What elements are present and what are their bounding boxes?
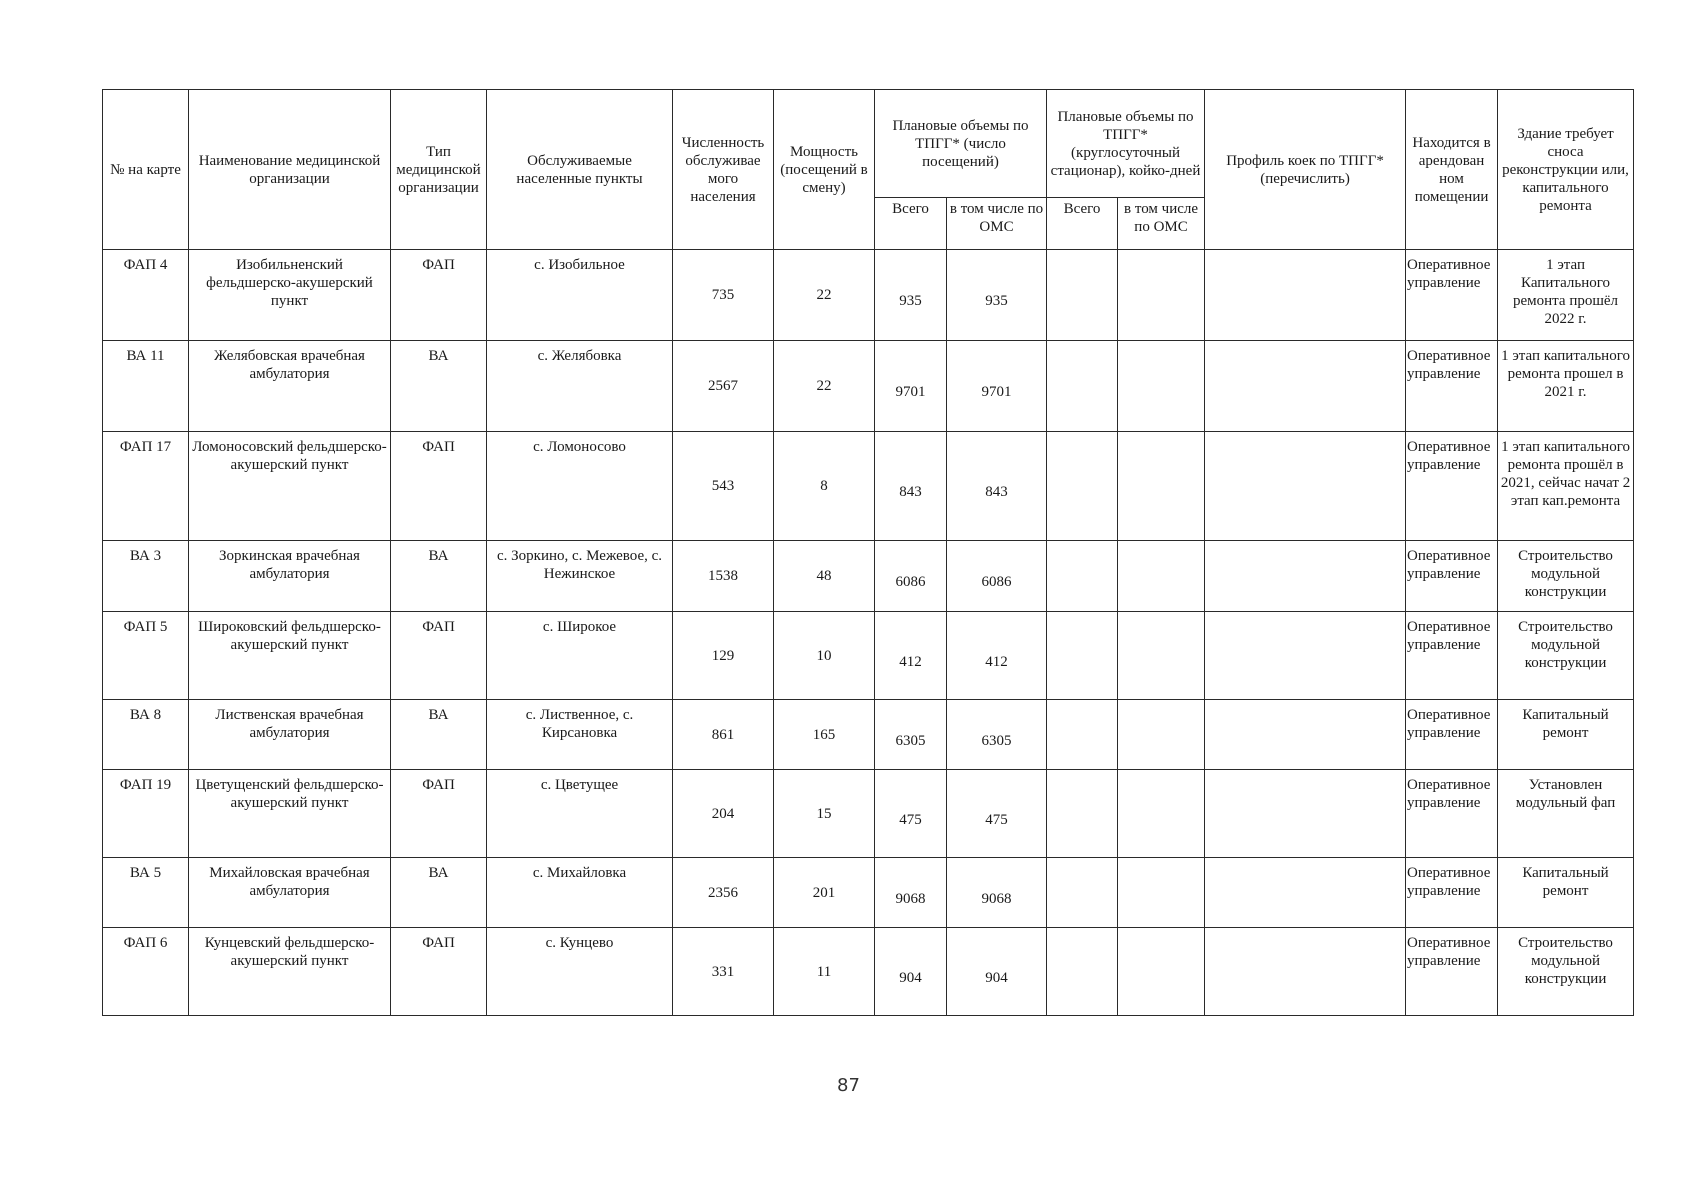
table-row <box>103 432 1634 541</box>
cell-type: ВА <box>391 341 487 432</box>
cell-type: ФАП <box>391 928 487 1016</box>
cell-building: 1 этап капитального ремонта прошел в 2021 г. <box>1498 341 1634 432</box>
cell-beds-total <box>1047 432 1118 541</box>
cell-rented: Оперативное управление <box>1406 341 1498 432</box>
cell-settlements: с. Лиственное, с. Кирсановка <box>487 700 673 770</box>
cell-beds-oms <box>1118 700 1205 770</box>
cell-visits-total: 935 <box>875 250 947 341</box>
cell-population: 129 <box>673 612 774 700</box>
header-bed-profile: Профиль коек по ТПГГ* (перечислить) <box>1205 90 1406 250</box>
cell-rented: Оперативное управление <box>1406 700 1498 770</box>
cell-type: ФАП <box>391 432 487 541</box>
cell-beds-total <box>1047 250 1118 341</box>
cell-capacity: 165 <box>774 700 875 770</box>
cell-beds-total <box>1047 541 1118 612</box>
cell-population: 2567 <box>673 341 774 432</box>
cell-rented: Оперативное управление <box>1406 770 1498 858</box>
cell-bed-profile <box>1205 858 1406 928</box>
facilities-table <box>102 89 1634 1016</box>
cell-building: Капитальный ремонт <box>1498 858 1634 928</box>
cell-visits-oms: 9701 <box>947 341 1047 432</box>
cell-visits-total: 475 <box>875 770 947 858</box>
cell-name: Желябовская врачебная амбулатория <box>189 341 391 432</box>
cell-type: ФАП <box>391 770 487 858</box>
cell-rented: Оперативное управление <box>1406 250 1498 341</box>
cell-capacity: 48 <box>774 541 875 612</box>
cell-bed-profile <box>1205 432 1406 541</box>
cell-number: ВА 5 <box>103 858 189 928</box>
table-body <box>103 250 1634 1016</box>
cell-beds-oms <box>1118 541 1205 612</box>
subheader-beds-oms: в том числе по ОМС <box>1118 198 1205 250</box>
cell-number: ФАП 4 <box>103 250 189 341</box>
header-capacity: Мощность (посещений в смену) <box>774 90 875 250</box>
table-row <box>103 341 1634 432</box>
cell-bed-profile <box>1205 250 1406 341</box>
cell-number: ФАП 5 <box>103 612 189 700</box>
cell-name: Изобильненский фельдшерско-акушерский пункт <box>189 250 391 341</box>
cell-capacity: 8 <box>774 432 875 541</box>
cell-beds-oms <box>1118 432 1205 541</box>
cell-capacity: 22 <box>774 250 875 341</box>
subheader-visits-total: Всего <box>875 198 947 250</box>
cell-beds-total <box>1047 770 1118 858</box>
cell-settlements: с. Кунцево <box>487 928 673 1016</box>
cell-building: Строительство модульной конструкции <box>1498 928 1634 1016</box>
cell-population: 1538 <box>673 541 774 612</box>
cell-building: Установлен модульный фап <box>1498 770 1634 858</box>
cell-building: 1 этап Капитального ремонта прошёл 2022 г. <box>1498 250 1634 341</box>
cell-visits-total: 412 <box>875 612 947 700</box>
cell-capacity: 22 <box>774 341 875 432</box>
cell-number: ВА 11 <box>103 341 189 432</box>
cell-building: Капитальный ремонт <box>1498 700 1634 770</box>
header-type: Тип медицинской организации <box>391 90 487 250</box>
cell-bed-profile <box>1205 612 1406 700</box>
subheader-beds-total: Всего <box>1047 198 1118 250</box>
cell-rented: Оперативное управление <box>1406 432 1498 541</box>
cell-bed-profile <box>1205 341 1406 432</box>
header-building: Здание требует сноса реконструкции или, капитального ремонта <box>1498 90 1634 250</box>
cell-visits-oms: 412 <box>947 612 1047 700</box>
header-rented: Находится в арендован ном помещении <box>1406 90 1498 250</box>
cell-capacity: 15 <box>774 770 875 858</box>
cell-visits-oms: 843 <box>947 432 1047 541</box>
cell-type: ВА <box>391 700 487 770</box>
cell-beds-oms <box>1118 928 1205 1016</box>
cell-beds-oms <box>1118 341 1205 432</box>
cell-name: Лиственская врачебная амбулатория <box>189 700 391 770</box>
cell-capacity: 10 <box>774 612 875 700</box>
cell-settlements: с. Желябовка <box>487 341 673 432</box>
cell-number: ФАП 6 <box>103 928 189 1016</box>
page-number: 87 <box>837 1075 860 1096</box>
cell-name: Михайловская врачебная амбулатория <box>189 858 391 928</box>
cell-building: 1 этап капитального ремонта прошёл в 2021, сейчас начат 2 этап кап.ремонта <box>1498 432 1634 541</box>
cell-name: Кунцевский фельдшерско-акушерский пункт <box>189 928 391 1016</box>
cell-name: Ломоносовский фельдшерско-акушерский пункт <box>189 432 391 541</box>
cell-visits-total: 904 <box>875 928 947 1016</box>
cell-type: ВА <box>391 858 487 928</box>
cell-population: 543 <box>673 432 774 541</box>
cell-number: ВА 8 <box>103 700 189 770</box>
cell-rented: Оперативное управление <box>1406 612 1498 700</box>
cell-beds-oms <box>1118 250 1205 341</box>
cell-visits-oms: 935 <box>947 250 1047 341</box>
cell-visits-total: 6305 <box>875 700 947 770</box>
cell-population: 861 <box>673 700 774 770</box>
table-row <box>103 700 1634 770</box>
cell-rented: Оперативное управление <box>1406 541 1498 612</box>
cell-population: 735 <box>673 250 774 341</box>
cell-visits-total: 843 <box>875 432 947 541</box>
table-row <box>103 770 1634 858</box>
cell-settlements: с. Широкое <box>487 612 673 700</box>
cell-number: ФАП 17 <box>103 432 189 541</box>
subheader-visits-oms: в том числе по ОМС <box>947 198 1047 250</box>
cell-bed-profile <box>1205 928 1406 1016</box>
cell-capacity: 11 <box>774 928 875 1016</box>
cell-beds-oms <box>1118 612 1205 700</box>
cell-visits-total: 6086 <box>875 541 947 612</box>
table-row <box>103 541 1634 612</box>
cell-beds-total <box>1047 341 1118 432</box>
cell-population: 204 <box>673 770 774 858</box>
cell-population: 2356 <box>673 858 774 928</box>
cell-rented: Оперативное управление <box>1406 928 1498 1016</box>
cell-population: 331 <box>673 928 774 1016</box>
cell-visits-oms: 6086 <box>947 541 1047 612</box>
header-visits-group: Плановые объемы по ТПГГ* (число посещений) <box>875 90 1047 198</box>
table-row <box>103 250 1634 341</box>
cell-bed-profile <box>1205 700 1406 770</box>
header-name: Наименование медицинской организации <box>189 90 391 250</box>
cell-visits-oms: 475 <box>947 770 1047 858</box>
cell-number: ВА 3 <box>103 541 189 612</box>
cell-visits-oms: 6305 <box>947 700 1047 770</box>
cell-bed-profile <box>1205 770 1406 858</box>
cell-bed-profile <box>1205 541 1406 612</box>
cell-visits-total: 9068 <box>875 858 947 928</box>
table-row <box>103 612 1634 700</box>
cell-rented: Оперативное управление <box>1406 858 1498 928</box>
cell-settlements: с. Зоркино, с. Межевое, с. Нежинское <box>487 541 673 612</box>
header-settlements: Обслуживаемые населенные пункты <box>487 90 673 250</box>
cell-settlements: с. Ломоносово <box>487 432 673 541</box>
cell-beds-oms <box>1118 858 1205 928</box>
cell-name: Широковский фельдшерско-акушерский пункт <box>189 612 391 700</box>
header-beds-group: Плановые объемы по ТПГГ* (круглосуточный стационар), койко-дней <box>1047 90 1205 198</box>
cell-visits-oms: 904 <box>947 928 1047 1016</box>
cell-beds-total <box>1047 858 1118 928</box>
cell-visits-total: 9701 <box>875 341 947 432</box>
cell-visits-oms: 9068 <box>947 858 1047 928</box>
cell-settlements: с. Цветущее <box>487 770 673 858</box>
cell-building: Строительство модульной конструкции <box>1498 541 1634 612</box>
cell-beds-oms <box>1118 770 1205 858</box>
cell-building: Строительство модульной конструкции <box>1498 612 1634 700</box>
cell-capacity: 201 <box>774 858 875 928</box>
cell-settlements: с. Изобильное <box>487 250 673 341</box>
header-row <box>103 90 1634 198</box>
header-number: № на карте <box>103 90 189 250</box>
cell-type: ФАП <box>391 612 487 700</box>
cell-type: ФАП <box>391 250 487 341</box>
table-row <box>103 928 1634 1016</box>
cell-settlements: с. Михайловка <box>487 858 673 928</box>
table-row <box>103 858 1634 928</box>
cell-type: ВА <box>391 541 487 612</box>
cell-number: ФАП 19 <box>103 770 189 858</box>
cell-beds-total <box>1047 700 1118 770</box>
cell-beds-total <box>1047 612 1118 700</box>
cell-name: Зоркинская врачебная амбулатория <box>189 541 391 612</box>
cell-beds-total <box>1047 928 1118 1016</box>
cell-name: Цветущенский фельдшерско-акушерский пункт <box>189 770 391 858</box>
header-population: Численность обслуживае мого населения <box>673 90 774 250</box>
